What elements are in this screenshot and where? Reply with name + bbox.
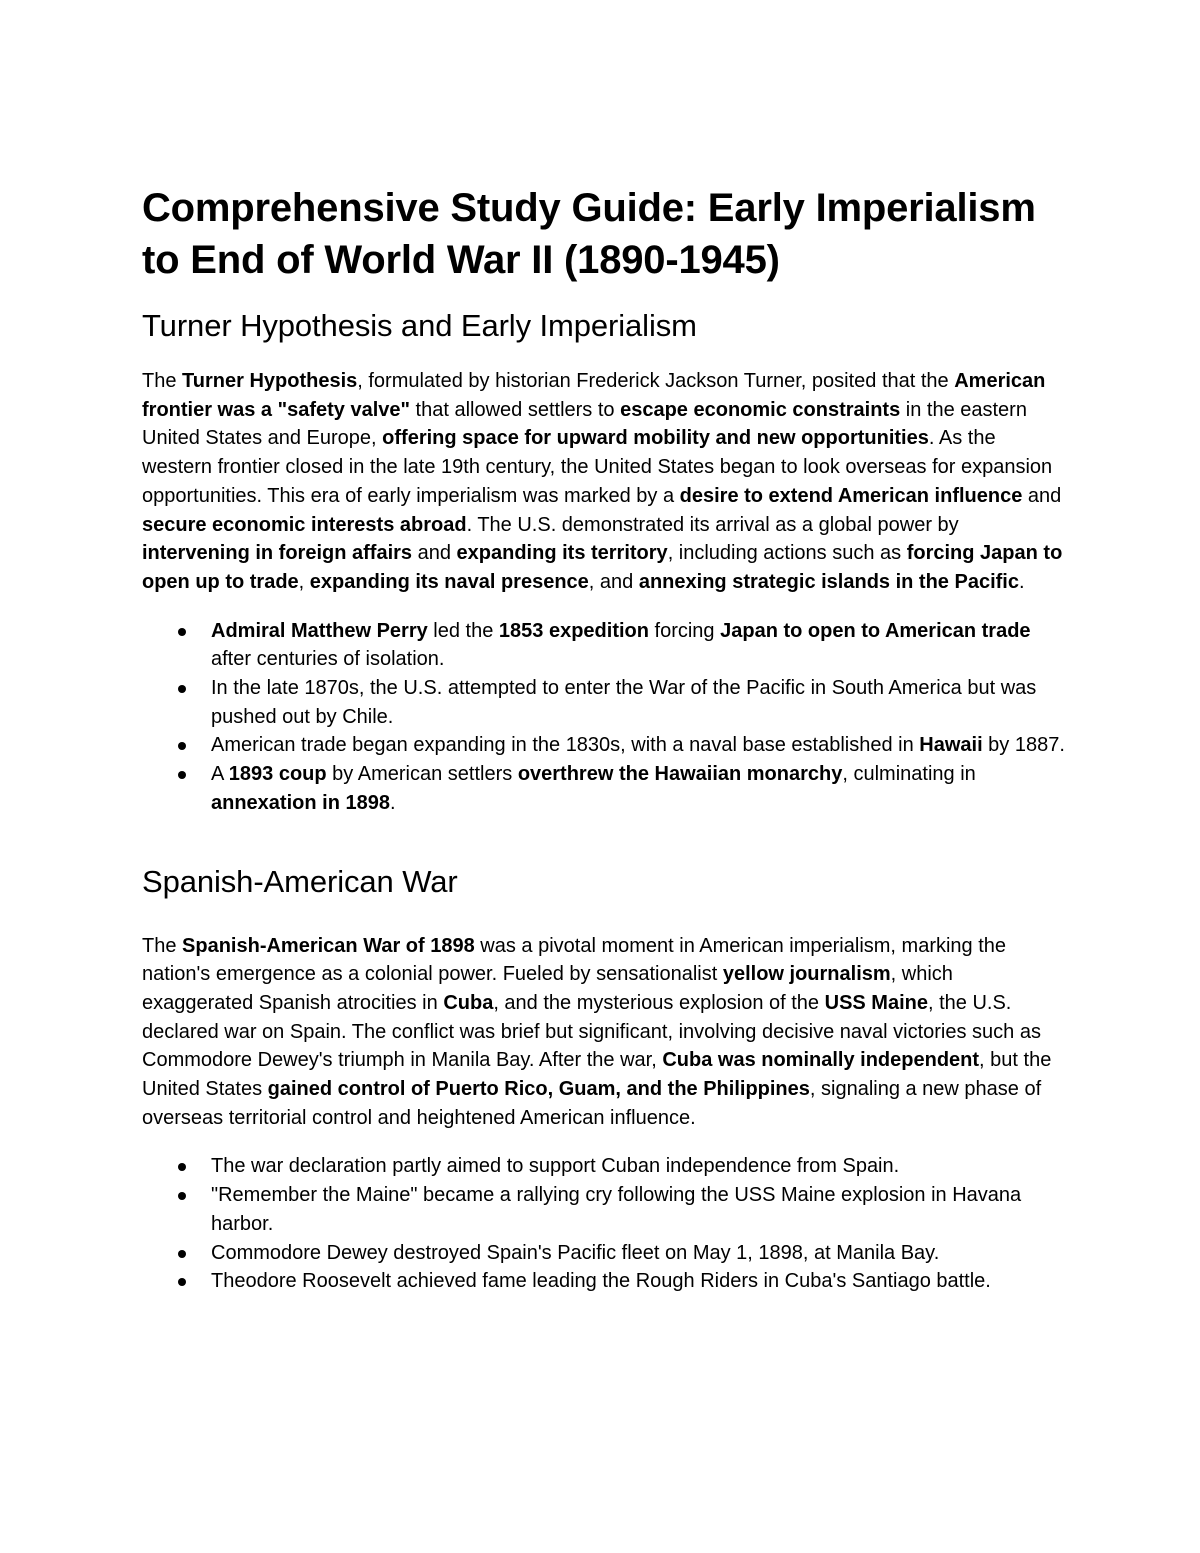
list-item: American trade began expanding in the 1830s, with a naval base established in Hawaii by 1887. [142, 731, 1067, 760]
bold-text: yellow journalism [722, 963, 891, 986]
bold-text: overthrew the Hawaiian monarchy [517, 763, 843, 786]
title-line-2: to End of World War II (1890-1945) [142, 238, 780, 282]
bold-text: Spanish-American War of 1898 [182, 934, 475, 957]
title-line-1: Comprehensive Study Guide: Early Imperialism [142, 186, 1036, 230]
bold-text: expanding its naval presence [309, 570, 589, 593]
list-item: A 1893 coup by American settlers overthrew the Hawaiian monarchy, culminating in annexation in 1898. [142, 760, 1067, 817]
list-item: "Remember the Maine" became a rallying cry following the USS Maine explosion in Havana harbor. [142, 1181, 1067, 1238]
bold-text: gained control of Puerto Rico, Guam, and the Philippines [267, 1078, 810, 1101]
bold-text: American frontier was a "safety valve" [142, 370, 1046, 421]
list-item: The war declaration partly aimed to support Cuban independence from Spain. [142, 1152, 1067, 1181]
bold-text: desire to extend American influence [679, 484, 1023, 507]
document-title [142, 182, 1067, 286]
bullet-list-turner [142, 617, 1067, 818]
document-page [142, 182, 1067, 1296]
bold-text: offering space for upward mobility and new opportunities [382, 427, 929, 450]
bold-text: Hawaii [919, 734, 983, 757]
bold-text: USS Maine [824, 991, 928, 1014]
section-paragraph-turner: The Turner Hypothesis, formulated by historian Frederick Jackson Turner, posited that the American frontier was a "safety valve" that allowed settlers to escape economic constraints in the eastern United States and Europe, offering space for upward mobility and new opportunities. As the western frontier closed in the late 19th century, the United States began to look overseas for expansion opportunities. This era of early imperialism was marked by a desire to extend American influence and secure economic interests abroad. The U.S. demonstrated its arrival as a global power by intervening in foreign affairs and expanding its territory, including actions such as forcing Japan to open up to trade, expanding its naval presence, and annexing strategic islands in the Pacific. [142, 370, 1063, 593]
bold-text: forcing Japan to open up to trade [142, 542, 1063, 593]
section-heading-turner: Turner Hypothesis and Early Imperialism [142, 308, 697, 343]
bold-text: secure economic interests abroad [142, 513, 467, 536]
bold-text: Japan to open to American trade [720, 619, 1031, 642]
bold-text: expanding its territory [456, 542, 668, 565]
bullet-list-spanish-american-war [142, 1152, 1067, 1296]
section-paragraph-spanish-american-war: The Spanish-American War of 1898 was a pivotal moment in American imperialism, marking the nation's emergence as a colonial power. Fueled by sensationalist yellow journalism, which exaggerated Spanish atrocities in Cuba, and the mysterious explosion of the USS Maine, the U.S. declared war on Spain. The conflict was brief but significant, involving decisive naval victories such as Commodore Dewey's triumph in Manila Bay. After the war, Cuba was nominally independent, but the United States gained control of Puerto Rico, Guam, and the Philippines, signaling a new phase of overseas territorial control and heightened American influence. [142, 934, 1052, 1129]
list-item: Commodore Dewey destroyed Spain's Pacific fleet on May 1, 1898, at Manila Bay. [142, 1239, 1067, 1268]
bold-text: Admiral Matthew Perry [211, 619, 428, 642]
bold-text: annexation in 1898 [211, 791, 390, 814]
list-item: Theodore Roosevelt achieved fame leading the Rough Riders in Cuba's Santiago battle. [142, 1267, 1067, 1296]
bold-text: Cuba was nominally independent [662, 1049, 980, 1072]
bold-text: Turner Hypothesis [182, 370, 358, 392]
bold-text: 1853 expedition [498, 619, 649, 642]
bold-text: Cuba [443, 991, 494, 1014]
bold-text: 1893 coup [228, 763, 327, 786]
bold-text: intervening in foreign affairs [142, 542, 413, 565]
bold-text: escape economic constraints [620, 398, 901, 421]
bold-text: annexing strategic islands in the Pacific [638, 570, 1019, 593]
list-item: Admiral Matthew Perry led the 1853 expedition forcing Japan to open to American trade after centuries of isolation. [142, 617, 1067, 674]
section-heading-spanish-american-war: Spanish-American War [142, 863, 458, 899]
list-item: In the late 1870s, the U.S. attempted to enter the War of the Pacific in South America but was pushed out by Chile. [142, 674, 1067, 731]
